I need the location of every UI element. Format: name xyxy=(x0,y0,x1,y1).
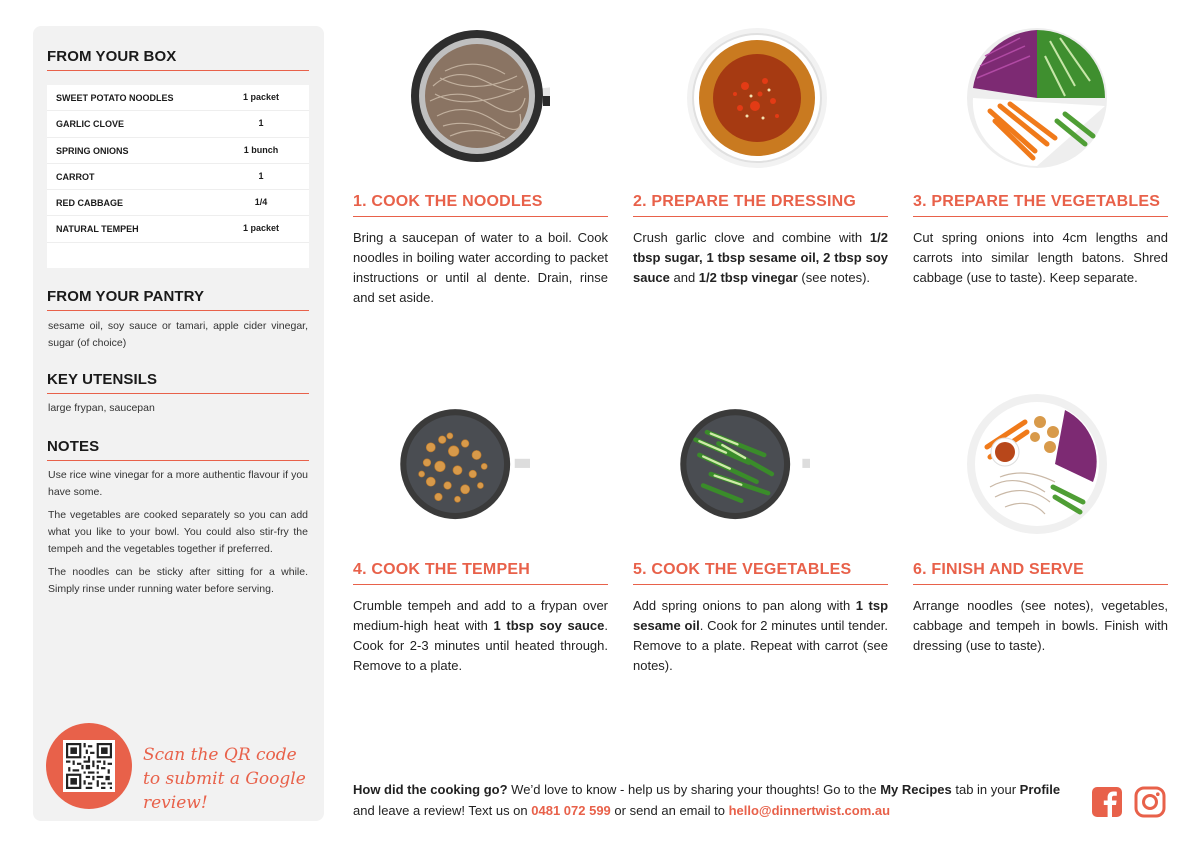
footer-text-1: We’d love to know - help us by sharing your thoughts! Go to the xyxy=(507,782,881,797)
from-your-pantry-title: FROM YOUR PANTRY xyxy=(47,288,205,305)
utensils-title-rule xyxy=(47,393,309,394)
footer-text-2: tab in your xyxy=(951,782,1020,797)
step-2-title: 2. PREPARE THE DRESSING xyxy=(633,193,857,210)
qr-code-icon xyxy=(66,743,112,789)
step-5-photo xyxy=(665,392,810,537)
box-title-rule xyxy=(47,70,309,71)
email-link[interactable]: hello@dinnertwist.com.au xyxy=(728,803,891,818)
ingredient-quantity: 1 bunch xyxy=(243,144,279,155)
step-3-body xyxy=(913,228,1168,288)
box-ingredient-row xyxy=(47,138,309,164)
from-your-box-title: FROM YOUR BOX xyxy=(47,48,177,65)
step-6-rule xyxy=(913,584,1168,585)
step-4-body xyxy=(353,596,608,676)
ingredient-name: CARROT xyxy=(56,171,95,182)
step-quantity-text: 1/2 tbsp vinegar xyxy=(698,270,798,285)
box-ingredient-row xyxy=(47,111,309,137)
step-text: Arrange noodles (see notes), vegetables, cabbage and tempeh in bowls. Finish with dressing (use to taste). xyxy=(913,598,1168,653)
step-4-photo xyxy=(385,392,530,537)
step-5-title: 5. COOK THE VEGETABLES xyxy=(633,561,852,578)
step-text: and xyxy=(669,270,699,285)
box-ingredient-row xyxy=(47,190,309,216)
step-2-photo xyxy=(685,26,830,171)
box-ingredient-row xyxy=(47,85,309,111)
step-1-body xyxy=(353,228,608,308)
ingredient-quantity: 1 xyxy=(258,170,264,181)
ingredient-quantity: 1 packet xyxy=(242,92,280,102)
step-6-body xyxy=(913,596,1168,656)
review-footer xyxy=(353,779,1073,821)
ingredient-quantity: 1/4 xyxy=(254,197,268,208)
qr-code[interactable] xyxy=(63,740,115,792)
step-1-photo xyxy=(405,26,550,171)
footer-text-4: or send an email to xyxy=(610,803,729,818)
ingredient-name: NATURAL TEMPEH xyxy=(56,224,139,235)
step-1-rule xyxy=(353,216,608,217)
step-5-body xyxy=(633,596,888,676)
pantry-title-rule xyxy=(47,310,309,311)
ingredient-quantity: 1 packet xyxy=(242,223,280,234)
note-item: Use rice wine vinegar for a more authentic flavour if you have some. xyxy=(48,469,308,498)
qr-caption: Scan the QR code to submit a Google review! xyxy=(143,745,306,813)
step-text: Crush garlic clove and combine with xyxy=(633,230,870,245)
instagram-icon[interactable] xyxy=(1134,786,1166,818)
notes-list xyxy=(48,467,308,604)
footer-text-3: and leave a review! Text us on xyxy=(353,803,532,818)
step-text: Crumble tempeh and add to a frypan over medium-high heat with xyxy=(353,598,608,633)
step-3-title: 3. PREPARE THE VEGETABLES xyxy=(913,193,1161,210)
utensils-text: large frypan, saucepan xyxy=(48,402,155,414)
pantry-text: sesame oil, soy sauce or tamari, apple cider vinegar, sugar (of choice) xyxy=(48,320,308,349)
note-item: The vegetables are cooked separately so you can add what you like to your bowl. You could also stir-fry the tempeh and the vegetables together if preferred. xyxy=(48,509,308,555)
note-item: The noodles can be sticky after sitting for a while. Simply rinse under running water before serving. xyxy=(48,566,308,595)
step-3-photo xyxy=(965,26,1110,171)
notes-title-rule xyxy=(47,460,309,461)
profile-link[interactable]: Profile xyxy=(1019,782,1061,797)
step-text: Add spring onions to pan along with xyxy=(633,598,856,613)
step-text: Bring a saucepan of water to a boil. Cook noodles in boiling water according to packet instructions or until al dente. Drain, rinse and set aside. xyxy=(353,230,608,305)
ingredient-name: SWEET POTATO NOODLES xyxy=(56,93,174,103)
step-4-title: 4. COOK THE TEMPEH xyxy=(353,561,530,578)
step-quantity-text: 1/2 tbsp sugar, 1 tbsp sesame oil, 2 tbsp soy sauce xyxy=(633,230,888,285)
step-3-rule xyxy=(913,216,1168,217)
facebook-icon[interactable] xyxy=(1091,786,1123,818)
box-ingredient-row xyxy=(47,164,309,190)
qr-code-badge[interactable] xyxy=(46,723,132,809)
step-2-rule xyxy=(633,216,888,217)
footer-question: How did the cooking go? xyxy=(353,782,508,797)
step-text: . Cook for 2-3 minutes until heated through. Remove to a plate. xyxy=(353,618,608,673)
step-quantity-text: 1 tsp sesame oil xyxy=(633,598,889,633)
step-text: (see notes). xyxy=(797,270,871,285)
ingredient-quantity: 1 xyxy=(258,118,264,129)
ingredient-name: GARLIC CLOVE xyxy=(56,119,125,130)
step-4-rule xyxy=(353,584,608,585)
step-5-rule xyxy=(633,584,888,585)
ingredient-name: SPRING ONIONS xyxy=(56,145,129,156)
step-6-title: 6. FINISH AND SERVE xyxy=(913,561,1084,578)
box-ingredients-table xyxy=(47,85,309,268)
step-2-body xyxy=(633,228,888,288)
step-quantity-text: 1 tbsp soy sauce xyxy=(493,618,605,633)
key-utensils-title: KEY UTENSILS xyxy=(47,371,158,388)
phone-link[interactable]: 0481 072 599 xyxy=(531,803,611,818)
step-1-title: 1. COOK THE NOODLES xyxy=(353,193,543,210)
step-6-photo xyxy=(965,392,1110,537)
step-text: . Cook for 2 minutes until tender. Remove to a plate. Repeat with carrot (see notes). xyxy=(633,618,888,673)
ingredients-sidebar xyxy=(33,26,324,821)
ingredient-name: RED CABBAGE xyxy=(56,198,124,209)
my-recipes-link[interactable]: My Recipes xyxy=(880,782,952,797)
box-ingredient-row xyxy=(47,216,309,242)
notes-title: NOTES xyxy=(47,438,100,455)
step-text: Cut spring onions into 4cm lengths and carrots into similar length batons. Shred cabbage (use to taste). Keep separate. xyxy=(913,230,1168,285)
